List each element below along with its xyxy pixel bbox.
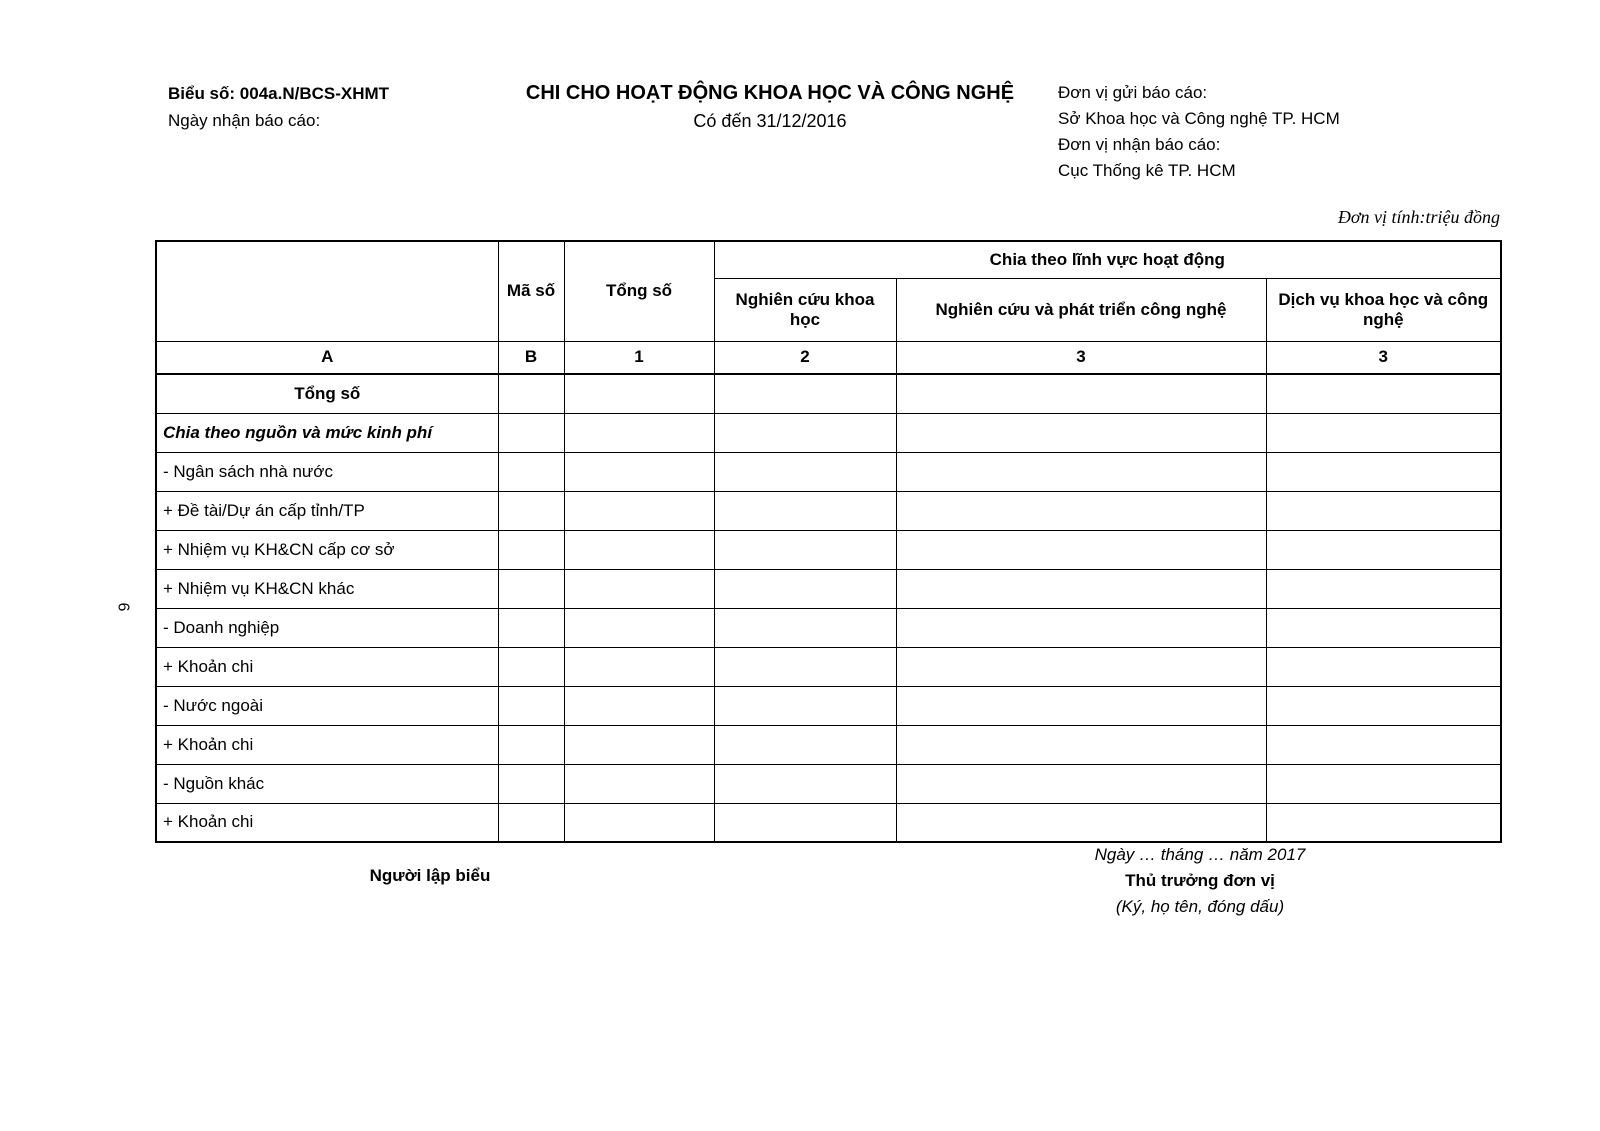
preparer-label: Người lập biểu xyxy=(369,866,491,885)
unit-of-measure-note: Đơn vị tính:triệu đồng xyxy=(1337,207,1500,227)
group-header: Chia theo lĩnh vực hoạt động xyxy=(714,241,1501,278)
data-cell xyxy=(564,452,714,491)
chief-label: Thủ trưởng đơn vị xyxy=(1125,871,1275,890)
data-cell xyxy=(714,764,896,803)
data-cell xyxy=(896,725,1266,764)
data-cell xyxy=(498,608,564,647)
data-cell xyxy=(896,686,1266,725)
data-cell xyxy=(564,764,714,803)
data-cell xyxy=(498,569,564,608)
table-row xyxy=(156,452,1501,491)
data-cell xyxy=(498,764,564,803)
table-row xyxy=(156,608,1501,647)
data-cell xyxy=(896,608,1266,647)
data-cell xyxy=(1266,569,1501,608)
data-cell xyxy=(714,608,896,647)
data-cell xyxy=(896,764,1266,803)
row-label: + Đề tài/Dự án cấp tỉnh/TP xyxy=(156,491,498,530)
index-cell-2: 2 xyxy=(714,341,896,374)
index-cell-3b: 3 xyxy=(1266,341,1501,374)
index-cell-a: A xyxy=(156,341,498,374)
table-row xyxy=(156,374,1501,413)
receiver-name: Cục Thống kê TP. HCM xyxy=(1058,161,1236,180)
data-cell xyxy=(1266,452,1501,491)
data-cell xyxy=(1266,413,1501,452)
data-cell xyxy=(714,530,896,569)
data-cell xyxy=(896,647,1266,686)
data-cell xyxy=(1266,803,1501,842)
data-cell xyxy=(1266,608,1501,647)
data-cell xyxy=(498,686,564,725)
row-label: Chia theo nguồn và mức kinh phí xyxy=(156,413,498,452)
data-cell xyxy=(1266,647,1501,686)
index-cell-3: 3 xyxy=(896,341,1266,374)
data-cell xyxy=(564,686,714,725)
data-cell xyxy=(498,725,564,764)
table-row xyxy=(156,764,1501,803)
data-cell xyxy=(498,413,564,452)
data-cell xyxy=(498,374,564,413)
data-cell xyxy=(564,374,714,413)
data-cell xyxy=(564,413,714,452)
data-cell xyxy=(498,530,564,569)
data-cell xyxy=(564,647,714,686)
table-row xyxy=(156,725,1501,764)
col-header-total: Tổng số xyxy=(564,241,714,341)
data-cell xyxy=(714,413,896,452)
table-row xyxy=(156,413,1501,452)
report-table xyxy=(155,240,1502,843)
sign-note: (Ký, họ tên, đóng dấu) xyxy=(1115,897,1285,916)
data-cell xyxy=(896,413,1266,452)
data-cell xyxy=(714,452,896,491)
row-label: + Nhiệm vụ KH&CN khác xyxy=(156,569,498,608)
col-header-services: Dịch vụ khoa học và công nghệ xyxy=(1266,278,1501,341)
receiver-label: Đơn vị nhận báo cáo: xyxy=(1058,135,1221,154)
data-cell xyxy=(714,686,896,725)
row-label: + Khoản chi xyxy=(156,647,498,686)
table-row xyxy=(156,491,1501,530)
data-cell xyxy=(564,803,714,842)
col-header-research: Nghiên cứu khoa học xyxy=(714,278,896,341)
data-cell xyxy=(714,803,896,842)
table-row xyxy=(156,530,1501,569)
data-cell xyxy=(1266,491,1501,530)
corner-cell xyxy=(156,241,498,341)
page-subtitle: Có đến 31/12/2016 xyxy=(693,111,847,131)
data-cell xyxy=(564,608,714,647)
data-cell xyxy=(896,803,1266,842)
data-cell xyxy=(564,725,714,764)
data-cell xyxy=(714,569,896,608)
data-cell xyxy=(714,725,896,764)
data-cell xyxy=(714,491,896,530)
data-cell xyxy=(1266,686,1501,725)
col-header-rnd: Nghiên cứu và phát triển công nghệ xyxy=(896,278,1266,341)
data-cell xyxy=(564,569,714,608)
received-date-label: Ngày nhận báo cáo: xyxy=(168,111,321,130)
data-cell xyxy=(896,569,1266,608)
index-cell-1: 1 xyxy=(564,341,714,374)
data-cell xyxy=(714,647,896,686)
data-cell xyxy=(896,452,1266,491)
data-cell xyxy=(1266,725,1501,764)
row-label: - Nguồn khác xyxy=(156,764,498,803)
table-row xyxy=(156,569,1501,608)
data-cell xyxy=(1266,530,1501,569)
data-cell xyxy=(564,491,714,530)
page-title: CHI CHO HOẠT ĐỘNG KHOA HỌC VÀ CÔNG NGHỆ xyxy=(525,82,1015,104)
row-label: - Nước ngoài xyxy=(156,686,498,725)
data-cell xyxy=(896,491,1266,530)
data-cell xyxy=(896,374,1266,413)
data-cell xyxy=(498,491,564,530)
table-row xyxy=(156,647,1501,686)
signature-date-line: Ngày … tháng … năm 2017 xyxy=(1094,845,1306,864)
data-cell xyxy=(714,374,896,413)
form-code: Biểu số: 004a.N/BCS-XHMT xyxy=(168,84,390,103)
row-label: + Nhiệm vụ KH&CN cấp cơ sở xyxy=(156,530,498,569)
col-header-code: Mã số xyxy=(498,241,564,341)
index-cell-b: B xyxy=(498,341,564,374)
row-label: Tổng số xyxy=(156,374,498,413)
report-meta-block xyxy=(168,80,389,134)
table-row xyxy=(156,686,1501,725)
sender-name: Sở Khoa học và Công nghệ TP. HCM xyxy=(1058,109,1340,128)
data-cell xyxy=(498,803,564,842)
page-number: 6 xyxy=(114,602,132,612)
table-row xyxy=(156,803,1501,842)
signature-block xyxy=(1010,842,1390,920)
data-cell xyxy=(1266,374,1501,413)
row-label: + Khoản chi xyxy=(156,803,498,842)
title-block xyxy=(400,82,1140,132)
data-cell xyxy=(896,530,1266,569)
row-label: - Ngân sách nhà nước xyxy=(156,452,498,491)
row-label: - Doanh nghiệp xyxy=(156,608,498,647)
data-cell xyxy=(498,647,564,686)
data-cell xyxy=(564,530,714,569)
units-block xyxy=(1058,80,1340,184)
sender-label: Đơn vị gửi báo cáo: xyxy=(1058,83,1208,102)
data-cell xyxy=(1266,764,1501,803)
row-label: + Khoản chi xyxy=(156,725,498,764)
data-cell xyxy=(498,452,564,491)
